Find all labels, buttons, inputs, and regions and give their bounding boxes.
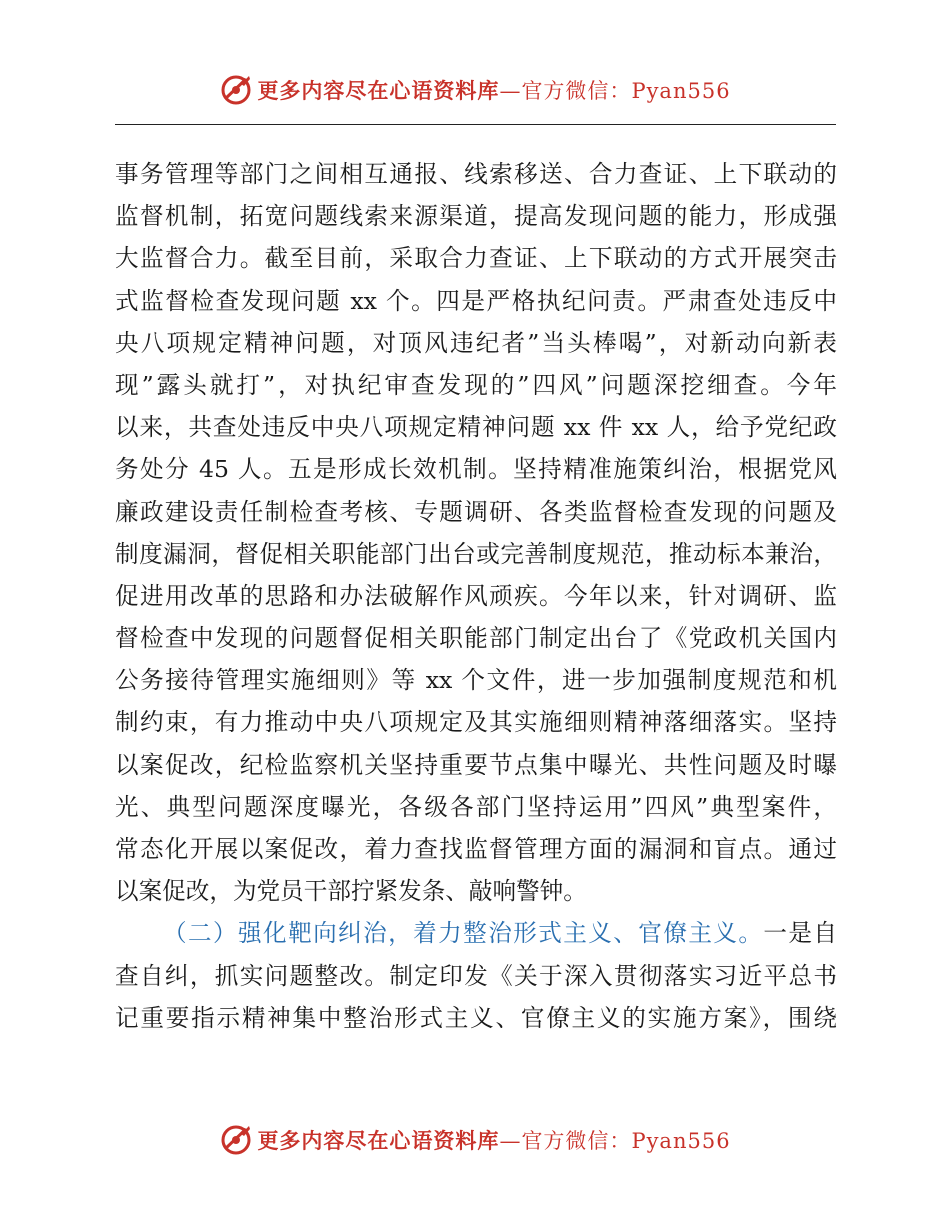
body-line: 央八项规定精神问题，对顶风违纪者”当头棒喝”，对新动向新表 bbox=[115, 328, 837, 357]
section-heading-line bbox=[115, 912, 837, 954]
body-line: 大监督合力。截至目前，采取合力查证、上下联动的方式开展突击 bbox=[115, 244, 837, 273]
body-line: 务处分 45 人。五是形成长效机制。坚持精准施策纠治，根据党风 bbox=[115, 455, 837, 484]
header-banner bbox=[0, 70, 950, 110]
header-banner-title: 更多内容尽在心语资料库 bbox=[257, 78, 500, 103]
header-rule bbox=[115, 124, 836, 125]
header-banner-wechat: Pyan556 bbox=[631, 79, 731, 103]
body-line: 现”露头就打”，对执纪审查发现的”四风”问题深挖细查。今年 bbox=[115, 370, 837, 399]
body-line: 制约束，有力推动中央八项规定及其实施细则精神落细落实。坚持 bbox=[115, 708, 837, 737]
section-heading-rest: 一是自 bbox=[763, 919, 837, 948]
body-line: 督检查中发现的问题督促相关职能部门制定出台了《党政机关国内 bbox=[115, 624, 837, 653]
body-line: 促进用改革的思路和办法破解作风顽疾。今年以来，针对调研、监 bbox=[115, 581, 837, 610]
body-line: 以来，共查处违反中央八项规定精神问题 xx 件 xx 人，给予党纪政 bbox=[115, 413, 837, 442]
footer-banner bbox=[0, 1120, 950, 1160]
footer-banner-dash: — bbox=[499, 1129, 522, 1153]
footer-banner-title: 更多内容尽在心语资料库 bbox=[257, 1128, 500, 1153]
section-heading: （二）强化靶向纠治，着力整治形式主义、官僚主义。 bbox=[163, 919, 764, 948]
body-line: 公务接待管理实施细则》等 xx 个文件，进一步加强制度规范和机 bbox=[115, 666, 837, 695]
document-body bbox=[115, 153, 837, 1039]
footer-banner-wechat: Pyan556 bbox=[631, 1129, 731, 1153]
body-line: 监督机制，拓宽问题线索来源渠道，提高发现问题的能力，形成强 bbox=[115, 202, 837, 231]
body-line: 制度漏洞，督促相关职能部门出台或完善制度规范，推动标本兼治， bbox=[115, 539, 837, 568]
header-banner-official: 官方微信： bbox=[521, 79, 632, 103]
body-line: 光、典型问题深度曝光，各级各部门坚持运用”四风”典型案件， bbox=[115, 792, 837, 821]
body-line: 记重要指示精神集中整治形式主义、官僚主义的实施方案》，围绕 bbox=[115, 1003, 837, 1032]
body-line: 查自纠，抓实问题整改。制定印发《关于深入贯彻落实习近平总书 bbox=[115, 961, 837, 990]
body-line: 廉政建设责任制检查考核、专题调研、各类监督检查发现的问题及 bbox=[115, 497, 837, 526]
body-line: 以案促改，纪检监察机关坚持重要节点集中曝光、共性问题及时曝 bbox=[115, 750, 837, 779]
brush-logo-icon bbox=[219, 1123, 253, 1157]
footer-banner-inner bbox=[219, 1123, 730, 1157]
body-line: 常态化开展以案促改，着力查找监督管理方面的漏洞和盲点。通过 bbox=[115, 835, 837, 863]
header-banner-text bbox=[257, 75, 730, 105]
header-banner-inner bbox=[219, 73, 730, 107]
body-line: 事务管理等部门之间相互通报、线索移送、合力查证、上下联动的 bbox=[115, 160, 837, 188]
footer-banner-official: 官方微信： bbox=[521, 1129, 632, 1153]
header-banner-dash: — bbox=[499, 79, 522, 103]
footer-banner-text bbox=[257, 1125, 730, 1155]
body-line: 式监督检查发现问题 xx 个。四是严格执纪问责。严肃查处违反中 bbox=[115, 286, 837, 315]
body-line: 以案促改，为党员干部拧紧发条、敲响警钟。 bbox=[115, 877, 587, 906]
brush-logo-icon bbox=[219, 73, 253, 107]
